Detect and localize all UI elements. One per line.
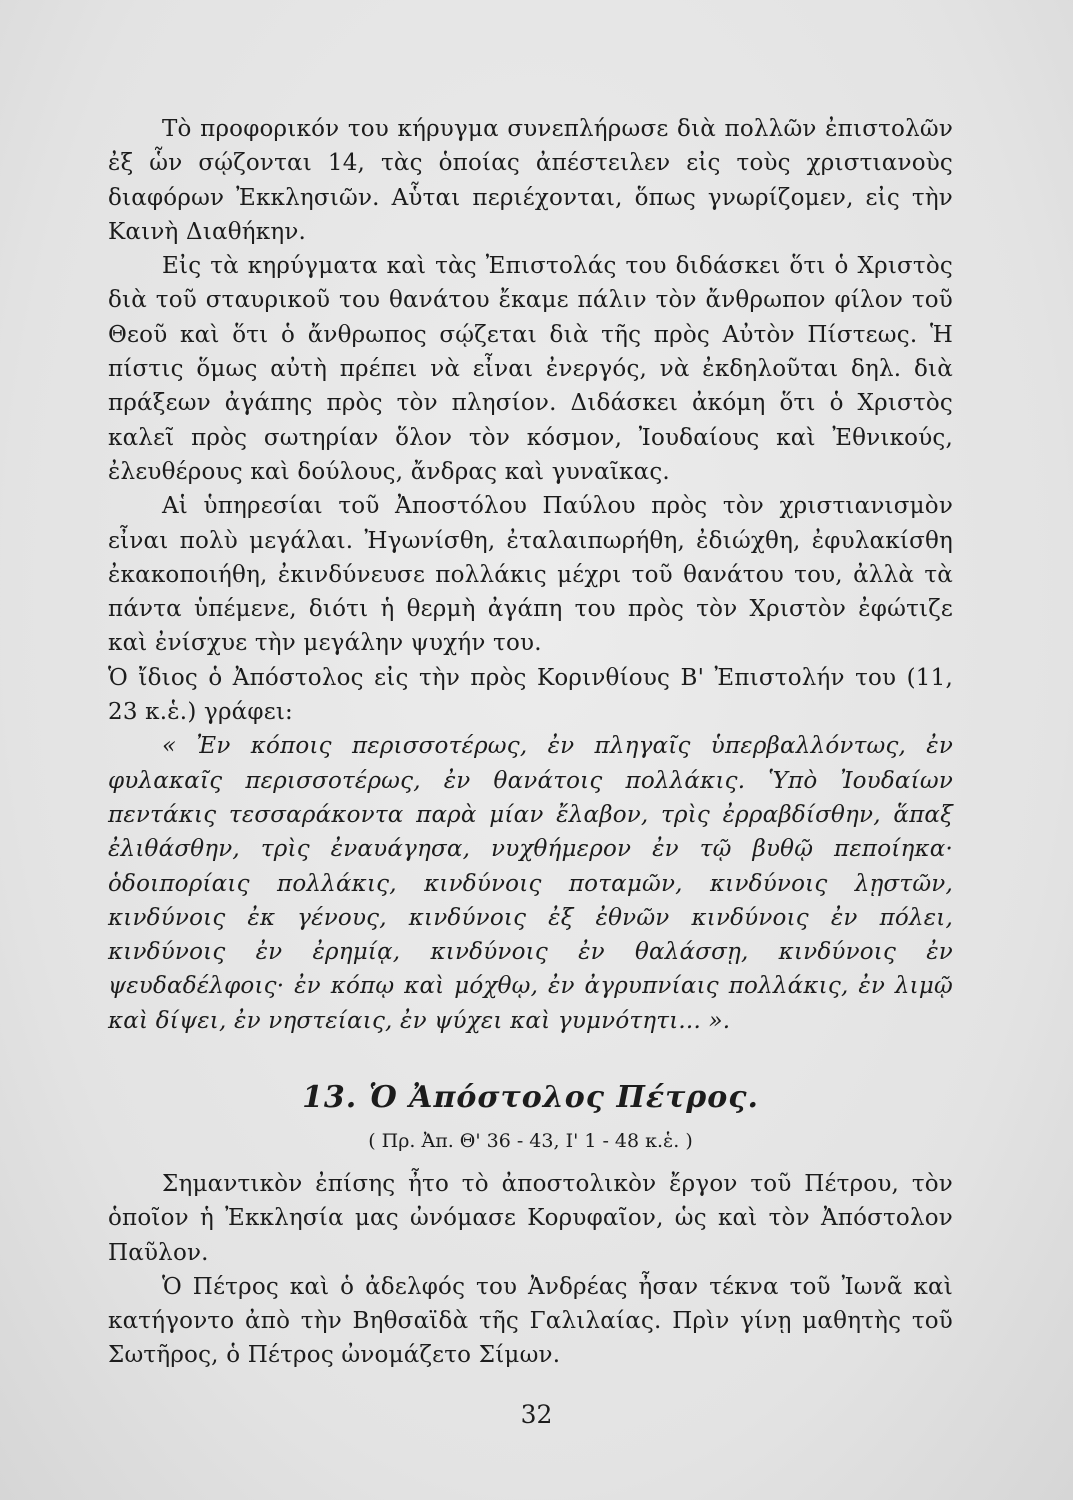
section-reference: ( Πρ. Ἀπ. Θ' 36 - 43, Ι' 1 - 48 κ.ἑ. ) [368,1130,693,1152]
section-heading: 13. Ὁ Ἀπόστολος Πέτρος. [302,1080,759,1115]
paragraph: Ὁ ἴδιος ὁ Ἀπόστολος εἰς τὴν πρὸς Κορινθίους Β' Ἐπιστολήν του (11, 23 κ.ἑ.) γράφει: [108,664,953,726]
paragraph: Σημαντικὸν ἐπίσης ἦτο τὸ ἀποστολικὸν ἔργον τοῦ Πέτρου, τὸν ὁποῖον ἡ Ἐκκλησία μας ὠνόμασε Κορυφαῖον, ὡς καὶ τὸν Ἀπόστολον Παῦλον. [108,1171,953,1266]
paragraph: Ὁ Πέτρος καὶ ὁ ἀδελφός του Ἀνδρέας ἦσαν τέκνα τοῦ Ἰωνᾶ καὶ κατήγοντο ἀπὸ τὴν Βηθσαϊδὰ τῆς Γαλιλαίας. Πρὶν γίνῃ μαθητὴς τοῦ Σωτῆρος, ὁ Πέτρος ὠνομάζετο Σίμων. [108,1273,953,1369]
paragraph: Αἱ ὑπηρεσίαι τοῦ Ἀποστόλου Παύλου πρὸς τὸν χριστιανισμὸν εἶναι πολὺ μεγάλαι. Ἠγωνίσθη, ἐταλαιπωρήθη, ἐδιώχθη, ἐφυλακίσθη ἐκακοποιήθη, ἐκινδύνευσε πολλάκις μέχρι τοῦ θανάτου του, ἀλλὰ τὰ πάντα ὑπέμενε, διότι ἡ θερμὴ ἀγάπη του πρὸς τὸν Χριστὸν ἐφώτιζε καὶ ἐνίσχυε τὴν μεγάλην ψυχήν του. [108,493,953,657]
page-number: 32 [520,1400,553,1429]
text-block-top [108,112,953,1038]
paragraph: Εἰς τὰ κηρύγματα καὶ τὰς Ἐπιστολάς του διδάσκει ὅτι ὁ Χριστὸς διὰ τοῦ σταυρικοῦ του θανάτου ἔκαμε πάλιν τὸν ἄνθρωπον φίλον τοῦ Θεοῦ καὶ ὅτι ὁ ἄνθρωπος σῴζεται διὰ τῆς πρὸς Αὐτὸν Πίστεως. Ἡ πίστις ὅμως αὐτὴ πρέπει νὰ εἶναι ἐνεργός, νὰ ἐκδηλοῦται δηλ. διὰ πράξεων ἀγάπης πρὸς τὸν πλησίον. Διδάσκει ἀκόμη ὅτι ὁ Χριστὸς καλεῖ πρὸς σωτηρίαν ὅλον τὸν κόσμον, Ἰουδαίους καὶ Ἐθνικούς, ἐλευθέρους καὶ δούλους, ἄνδρας καὶ γυναῖκας. [108,253,953,485]
quote-paragraph: « Ἐν κόποις περισσοτέρως, ἐν πληγαῖς ὑπερβαλλόντως, ἐν φυλακαῖς περισσοτέρως, ἐν θανάτοις πολλάκις. Ὑπὸ Ἰουδαίων πεντάκις τεσσαράκοντα παρὰ μίαν ἔλαβον, τρὶς ἐρραβδίσθην, ἅπαξ ἐλιθάσθην, τρὶς ἐναυάγησα, νυχθήμερον ἐν τῷ βυθῷ πεποίηκα· ὁδοιπορίαις πολλάκις, κινδύνοις ποταμῶν, κινδύνοις λῃστῶν, κινδύνοις ἐκ γένους, κινδύνοις ἐξ ἐθνῶν κινδύνοις ἐν πόλει, κινδύνοις ἐν ἐρημίᾳ, κινδύνοις ἐν θαλάσσῃ, κινδύνοις ἐν ψευδαδέλφοις· ἐν κόπῳ καὶ μόχθῳ, ἐν ἀγρυπνίαις πολλάκις, ἐν λιμῷ καὶ δίψει, ἐν νηστείαις, ἐν ψύχει καὶ γυμνότητι... ». [108,733,953,1034]
text-block-bottom [108,1167,953,1373]
paragraph: Τὸ προφορικόν του κήρυγμα συνεπλήρωσε διὰ πολλῶν ἐπιστολῶν ἐξ ὧν σῴζονται 14, τὰς ὁποίας ἀπέστειλεν εἰς τοὺς χριστιανοὺς διαφόρων Ἐκκλησιῶν. Αὗται περιέχονται, ὅπως γνωρίζομεν, εἰς τὴν Καινὴ Διαθήκην. [108,116,953,245]
